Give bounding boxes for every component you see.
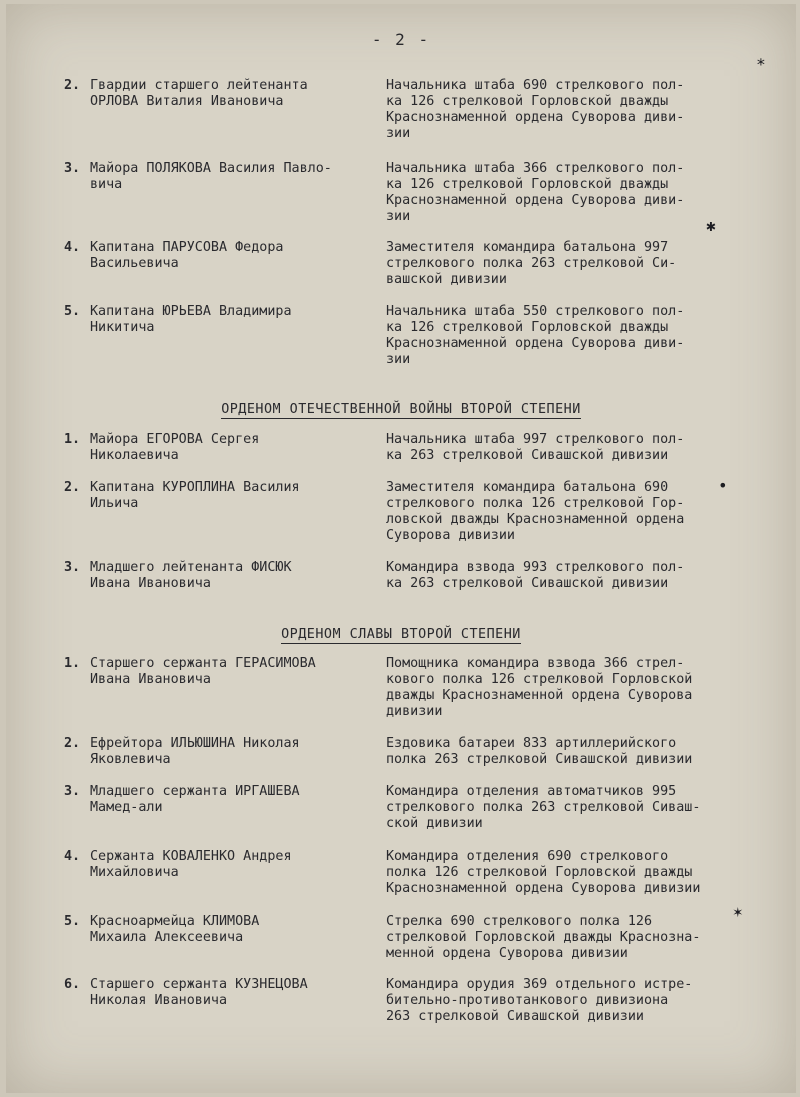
awardee-position-line: 263 стрелковой Сивашской дивизии [386,1009,644,1024]
entry-number: 3. [64,560,81,575]
entry-number: 3. [64,784,81,799]
awardee-position [386,480,756,544]
awardee-name-line: Старшего сержанта ГЕРАСИМОВА [90,656,316,671]
section-heading-text: ОРДЕНОМ ОТЕЧЕСТВЕННОЙ ВОЙНЫ ВТОРОЙ СТЕПЕНИ [221,402,581,417]
awardee-name-line: Младшего сержанта ИРГАШЕВА [90,784,300,799]
awardee-position-line: Заместителя командира батальона 997 [386,240,669,255]
awardee-position-line: Командира отделения 690 стрелкового [386,849,669,864]
awardee-position-line: зии [386,352,411,367]
awardee-position-line: ка 263 стрелковой Сивашской дивизии [386,448,669,463]
awardee-name [90,480,380,512]
entry-number: 1. [64,432,81,447]
entry-number: 2. [64,480,81,495]
awardee-position-line: Начальника штаба 550 стрелкового пол- [386,304,685,319]
awardee-position-line: ка 126 стрелковой Горловской дважды [386,94,669,109]
awardee-position [386,78,756,142]
awardee-position-line: полка 263 стрелковой Сивашской дивизии [386,752,693,767]
awardee-name [90,560,380,592]
awardee-position-line: вашской дивизии [386,272,507,287]
awardee-position-line: Начальника штаба 690 стрелкового пол- [386,78,685,93]
section-heading-text: ОРДЕНОМ СЛАВЫ ВТОРОЙ СТЕПЕНИ [281,627,521,642]
ink-blot-mark: ∗ [756,52,766,71]
entry-number: 1. [64,656,81,671]
ink-blot-mark: ✱ [706,216,716,235]
awardee-position-line: кового полка 126 стрелковой Горловской [386,672,693,687]
entry-number: 5. [64,914,81,929]
awardee-position-line: Командира отделения автоматчиков 995 [386,784,677,799]
awardee-name [90,849,380,881]
awardee-name [90,736,380,768]
awardee-name-line: Капитана КУРОПЛИНА Василия [90,480,300,495]
awardee-position-line: менной ордена Суворова дивизии [386,946,628,961]
awardee-position-line: Ездовика батареи 833 артиллерийского [386,736,677,751]
entry-number: 6. [64,977,81,992]
awardee-name-line: Майора ПОЛЯКОВА Василия Павло- [90,161,332,176]
awardee-name-line: Ивана Ивановича [90,672,211,687]
awardee-position-line: полка 126 стрелковой Горловской дважды [386,865,693,880]
awardee-name-line: Михаила Алексеевича [90,930,244,945]
awardee-name-line: Ивана Ивановича [90,576,211,591]
awardee-name [90,161,380,193]
awardee-position-line: зии [386,209,411,224]
section-heading-order-of-glory [6,627,796,642]
awardee-name-line: Михайловича [90,865,179,880]
awardee-position-line: Начальника штаба 366 стрелкового пол- [386,161,685,176]
awardee-position-line: ка 263 стрелковой Сивашской дивизии [386,576,669,591]
awardee-position-line: дивизии [386,704,443,719]
awardee-name-line: Ильича [90,496,139,511]
awardee-position-line: Начальника штаба 997 стрелкового пол- [386,432,685,447]
awardee-name-line: Яковлевича [90,752,171,767]
awardee-name [90,784,380,816]
awardee-position-line: Краснознаменной ордена Суворова диви- [386,110,685,125]
awardee-position-line: ка 126 стрелковой Горловской дважды [386,320,669,335]
document-page [6,4,796,1093]
awardee-position [386,849,756,897]
awardee-position [386,656,756,720]
awardee-name-line: Гвардии старшего лейтенанта [90,78,308,93]
awardee-position-line: Стрелка 690 стрелкового полка 126 [386,914,653,929]
awardee-position-line: Командира взвода 993 стрелкового пол- [386,560,685,575]
awardee-name [90,432,380,464]
awardee-name [90,304,380,336]
awardee-position-line: Краснознаменной ордена Суворова дивизии [386,881,701,896]
awardee-position [386,560,756,592]
awardee-position [386,784,756,832]
awardee-position-line: Краснознаменной ордена Суворова диви- [386,336,685,351]
awardee-position-line: стрелковой Горловской дважды Краснозна- [386,930,701,945]
awardee-name-line: Николая Ивановича [90,993,228,1008]
awardee-name [90,914,380,946]
awardee-position [386,977,756,1025]
awardee-position [386,240,756,288]
awardee-position [386,161,756,225]
awardee-name [90,240,380,272]
awardee-name-line: Красноармейца КЛИМОВА [90,914,260,929]
awardee-position-line: стрелкового полка 263 стрелковой Си- [386,256,677,271]
awardee-name-line: Капитана ПАРУСОВА Федора [90,240,284,255]
awardee-name-line: Николаевича [90,448,179,463]
awardee-position-line: ловской дважды Краснознаменной ордена [386,512,685,527]
awardee-name [90,78,380,110]
awardee-name-line: Никитича [90,320,155,335]
awardee-name-line: Старшего сержанта КУЗНЕЦОВА [90,977,308,992]
awardee-position-line: зии [386,126,411,141]
awardee-name-line: Сержанта КОВАЛЕНКО Андрея [90,849,292,864]
awardee-position-line: Заместителя командира батальона 690 [386,480,669,495]
awardee-name [90,977,380,1009]
entry-number: 2. [64,78,81,93]
section-heading-order-patriotic-war [6,402,796,417]
entry-number: 3. [64,161,81,176]
awardee-position-line: Командира орудия 369 отдельного истре- [386,977,693,992]
awardee-name-line: Ефрейтора ИЛЬЮШИНА Николая [90,736,300,751]
awardee-position-line: ка 126 стрелковой Горловской дважды [386,177,669,192]
awardee-position-line: стрелкового полка 263 стрелковой Сиваш- [386,800,701,815]
awardee-position-line: дважды Краснознаменной ордена Суворова [386,688,693,703]
entry-number: 5. [64,304,81,319]
awardee-position-line: бительно-противотанкового дивизиона [386,993,669,1008]
entry-number: 4. [64,849,81,864]
awardee-position-line: ской дивизии [386,816,483,831]
awardee-name-line: Мамед-али [90,800,163,815]
awardee-name-line: вича [90,177,123,192]
awardee-name-line: Майора ЕГОРОВА Сергея [90,432,260,447]
awardee-position [386,736,756,768]
ink-blot-mark: • [718,476,728,495]
awardee-position-line: Суворова дивизии [386,528,515,543]
awardee-position [386,914,756,962]
awardee-name [90,656,380,688]
awardee-name-line: Васильевича [90,256,179,271]
ink-blot-mark: ✶ [733,902,743,921]
awardee-position-line: стрелкового полка 126 стрелковой Гор- [386,496,685,511]
awardee-name-line: Капитана ЮРЬЕВА Владимира [90,304,292,319]
page-number: - 2 - [371,30,431,49]
awardee-position [386,432,756,464]
entry-number: 2. [64,736,81,751]
awardee-name-line: ОРЛОВА Виталия Ивановича [90,94,284,109]
entry-number: 4. [64,240,81,255]
awardee-position-line: Краснознаменной ордена Суворова диви- [386,193,685,208]
awardee-position-line: Помощника командира взвода 366 стрел- [386,656,685,671]
awardee-name-line: Младшего лейтенанта ФИСЮК [90,560,292,575]
awardee-position [386,304,756,368]
